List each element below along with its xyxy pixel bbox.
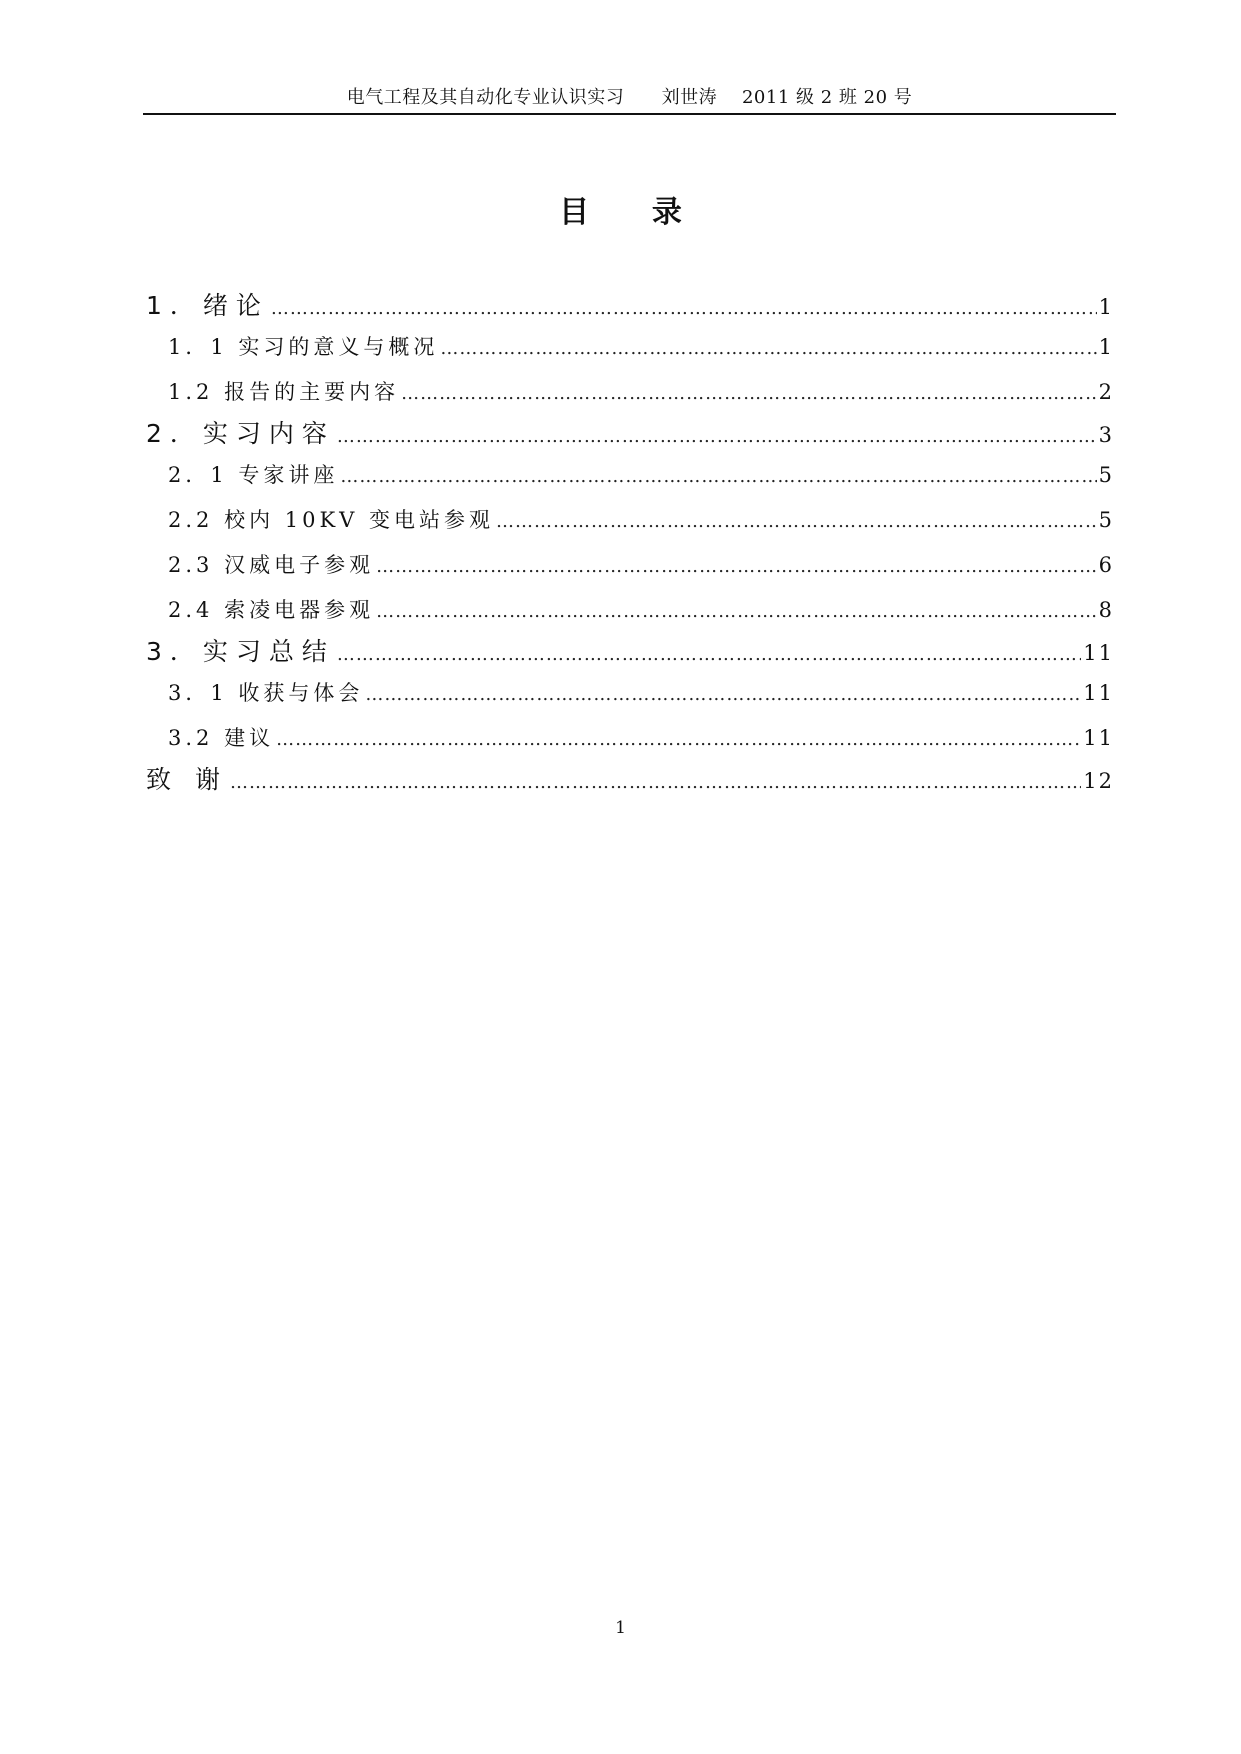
toc-leader-dots [401,383,1097,404]
toc-entry-label: 2．1 专家讲座 [168,463,339,487]
toc-leader-dots [337,426,1097,447]
running-header: 电气工程及其自动化专业认识实习 刘世涛 2011 级 2 班 20 号 [346,87,913,108]
toc-entry-significance-overview[interactable] [146,331,1114,376]
toc-entry-page: 11 [1083,681,1114,705]
toc-entry-introduction[interactable] [146,286,1114,331]
toc-entry-label: 3．实习总结 [146,637,335,666]
toc-entry-suggestions[interactable] [146,722,1114,760]
toc-entry-page: 3 [1098,423,1114,447]
toc-entry-label: 1.2 报告的主要内容 [168,380,400,404]
toc-entry-page: 2 [1098,380,1114,404]
toc-entry-substation-visit[interactable] [146,504,1114,549]
toc-leader-dots [337,644,1081,665]
toc-entry-page: 1 [1098,335,1114,359]
toc-entry-label: 2.4 索凌电器参观 [168,598,375,622]
toc-leader-dots [271,298,1097,319]
toc-leader-dots [365,684,1081,705]
toc-entry-label: 2．实习内容 [146,419,335,448]
toc-entry-page: 8 [1098,598,1114,622]
toc-entry-report-contents[interactable] [146,376,1114,414]
toc-leader-dots [230,772,1081,793]
toc-entry-label: 3．1 收获与体会 [168,681,364,705]
table-of-contents [146,286,1114,805]
toc-title: 目 录 [559,195,682,230]
toc-leader-dots [376,556,1097,577]
toc-entry-label: 致 谢 [146,765,228,794]
toc-entry-label: 2.3 汉威电子参观 [168,553,375,577]
toc-leader-dots [276,729,1081,750]
toc-entry-page: 12 [1083,769,1114,793]
toc-entry-internship-content[interactable] [146,414,1114,459]
toc-entry-internship-summary[interactable] [146,632,1114,677]
toc-entry-acknowledgements[interactable] [146,760,1114,805]
toc-leader-dots [496,511,1097,532]
toc-entry-page: 11 [1083,726,1114,750]
toc-leader-dots [440,338,1096,359]
toc-entry-page: 1 [1098,295,1114,319]
toc-entry-page: 5 [1098,508,1114,532]
toc-entry-expert-lecture[interactable] [146,459,1114,504]
toc-entry-suoling-visit[interactable] [146,594,1114,632]
toc-leader-dots [340,466,1096,487]
toc-entry-label: 1．1 实习的意义与概况 [168,335,439,359]
toc-entry-hanwei-visit[interactable] [146,549,1114,594]
toc-entry-label: 3.2 建议 [168,726,275,750]
toc-entry-page: 6 [1098,553,1114,577]
toc-entry-page: 5 [1098,463,1114,487]
toc-entry-label: 2.2 校内 10KV 变电站参观 [168,508,494,532]
header-rule [143,113,1116,115]
page-number: 1 [615,1618,626,1638]
toc-entry-gains-experience[interactable] [146,677,1114,722]
toc-leader-dots [376,601,1097,622]
toc-entry-page: 11 [1083,641,1114,665]
toc-entry-label: 1．绪论 [146,291,269,320]
